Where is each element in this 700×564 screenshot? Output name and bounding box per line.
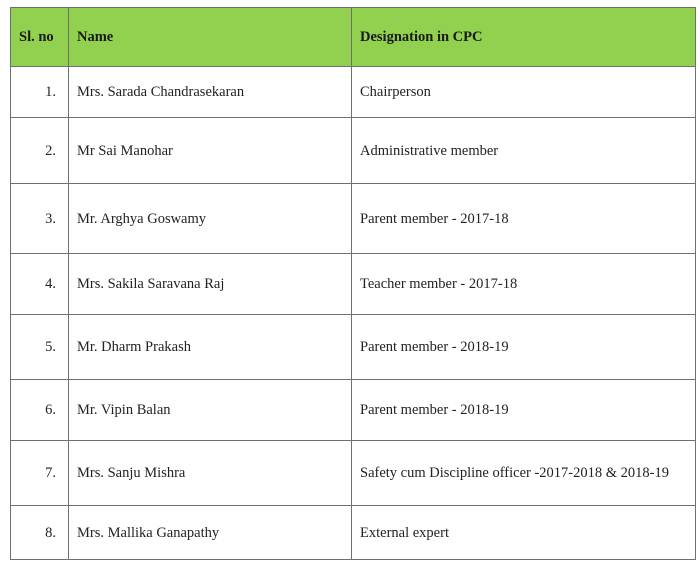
- cell-designation: Parent member - 2018-19: [352, 315, 696, 380]
- cell-name: Mrs. Sakila Saravana Raj: [69, 254, 352, 315]
- cell-designation: Teacher member - 2017-18: [352, 254, 696, 315]
- cell-name: Mrs. Mallika Ganapathy: [69, 506, 352, 560]
- cell-slno: 5.: [11, 315, 69, 380]
- table-row: [11, 441, 696, 506]
- cell-designation: Safety cum Discipline officer -2017-2018 & 2018-19: [352, 441, 696, 506]
- cell-slno: 3.: [11, 184, 69, 254]
- table-row: [11, 67, 696, 118]
- table-row: [11, 254, 696, 315]
- cell-name: Mr. Vipin Balan: [69, 380, 352, 441]
- header-row: [11, 8, 696, 67]
- table-row: [11, 118, 696, 184]
- cell-slno: 6.: [11, 380, 69, 441]
- cell-designation: Administrative member: [352, 118, 696, 184]
- header-designation: Designation in CPC: [352, 8, 696, 67]
- cell-slno: 8.: [11, 506, 69, 560]
- cpc-members-table: [10, 7, 696, 560]
- table-row: [11, 315, 696, 380]
- cell-designation: External expert: [352, 506, 696, 560]
- header-name: Name: [69, 8, 352, 67]
- cell-designation: Parent member - 2017-18: [352, 184, 696, 254]
- cell-name: Mrs. Sarada Chandrasekaran: [69, 67, 352, 118]
- cell-designation: Chairperson: [352, 67, 696, 118]
- header-slno: Sl. no: [11, 8, 69, 67]
- cell-name: Mr. Arghya Goswamy: [69, 184, 352, 254]
- cell-name: Mr. Dharm Prakash: [69, 315, 352, 380]
- table-row: [11, 184, 696, 254]
- table-row: [11, 380, 696, 441]
- cell-name: Mrs. Sanju Mishra: [69, 441, 352, 506]
- cell-slno: 4.: [11, 254, 69, 315]
- cell-name: Mr Sai Manohar: [69, 118, 352, 184]
- cell-slno: 1.: [11, 67, 69, 118]
- cell-slno: 2.: [11, 118, 69, 184]
- cell-slno: 7.: [11, 441, 69, 506]
- table-row: [11, 506, 696, 560]
- cell-designation: Parent member - 2018-19: [352, 380, 696, 441]
